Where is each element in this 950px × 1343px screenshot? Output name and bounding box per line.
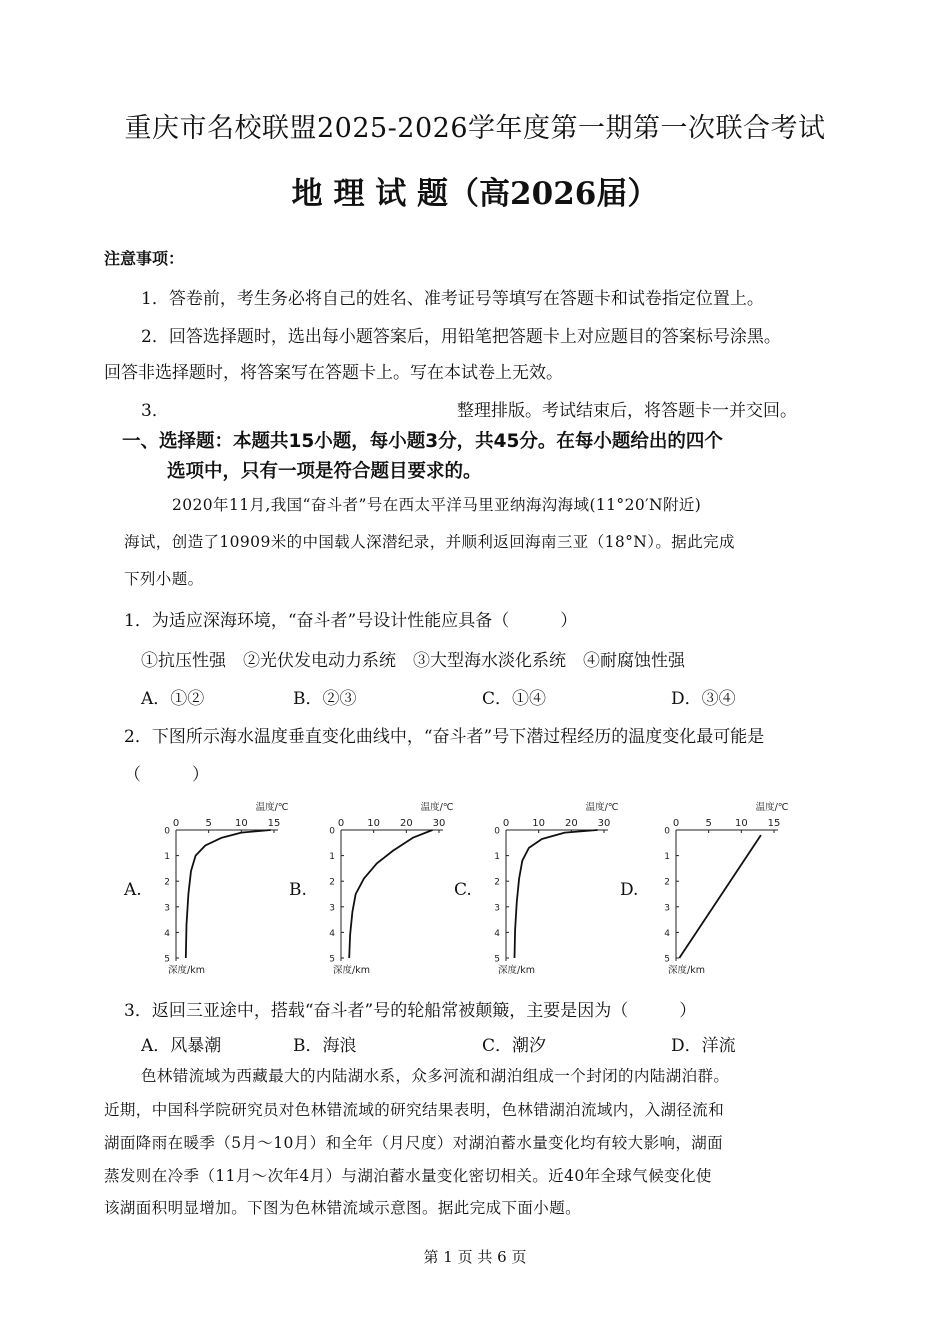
x-axis-label: 温度/℃ (255, 802, 289, 813)
y-tick-label: 4 (164, 928, 170, 939)
q2-option-c-letter: C. (454, 880, 472, 900)
exam-title: 重庆市名校联盟2025-2026学年度第一期第一次联合考试 (124, 113, 826, 144)
passage2-line5: 该湖面积明显增加。下图为色林错流域示意图。据此完成下面小题。 (104, 1199, 582, 1217)
q2-option-b-letter: B. (289, 880, 307, 900)
x-tick-label: 10 (734, 818, 748, 829)
y-tick-label: 1 (494, 852, 500, 863)
x-tick-label: 0 (502, 818, 510, 829)
q3-option-a: A．风暴潮 (141, 1036, 222, 1056)
temperature-chart-c (470, 795, 630, 985)
y-tick-label: 3 (164, 903, 170, 914)
y-tick-label: 3 (494, 903, 500, 914)
x-tick-label: 15 (267, 818, 281, 829)
y-tick-label: 5 (494, 954, 500, 965)
q1-stem: 1．为适应深海环境，“奋斗者”号设计性能应具备（ ） (124, 611, 578, 631)
temperature-curve (186, 830, 271, 958)
temperature-chart-b (305, 795, 465, 985)
x-tick-label: 5 (705, 818, 712, 829)
y-axis-label: 深度/km (668, 965, 705, 976)
y-tick-label: 5 (164, 954, 170, 965)
y-tick-label: 2 (329, 877, 335, 888)
x-axis-label: 温度/℃ (420, 802, 454, 813)
notice-item-2: 2．回答选择题时，选出每小题答案后，用铅笔把答题卡上对应题目的答案标号涂黑。 (141, 327, 781, 347)
x-tick-label: 20 (399, 818, 413, 829)
temperature-chart-a (140, 795, 300, 985)
q2-stem: 2．下图所示海水温度垂直变化曲线中，“奋斗者”号下潜过程经历的温度变化最可能是 (124, 727, 765, 747)
notice-item-3-num: 3． (141, 401, 169, 421)
notice-item-1: 1．答卷前，考生务必将自己的姓名、准考证号等填写在答题卡和试卷指定位置上。 (141, 289, 764, 309)
passage1-line1: 2020年11月,我国“奋斗者”号在西太平洋马里亚纳海沟海域(11°20′N附近) (172, 496, 702, 514)
x-tick-label: 30 (432, 818, 446, 829)
x-tick-label: 0 (337, 818, 345, 829)
x-tick-label: 10 (367, 818, 381, 829)
notice-heading: 注意事项： (104, 249, 185, 268)
section-heading: 一、选择题：本题共15小题，每小题3分，共45分。在每小题给出的四个 (122, 431, 723, 452)
y-axis-label: 深度/km (498, 965, 535, 976)
y-tick-label: 2 (164, 877, 170, 888)
q2-paren: （ ） (124, 765, 209, 785)
x-axis-label: 温度/℃ (585, 802, 619, 813)
x-tick-label: 10 (532, 818, 546, 829)
x-tick-label: 30 (597, 818, 611, 829)
y-tick-label: 0 (664, 826, 670, 837)
q2-option-d-letter: D. (620, 880, 639, 900)
x-tick-label: 10 (234, 818, 248, 829)
page-footer: 第 1 页 共 6 页 (423, 1248, 527, 1266)
q3-option-d: D．洋流 (671, 1036, 736, 1056)
x-tick-label: 15 (767, 818, 781, 829)
y-tick-label: 5 (664, 954, 670, 965)
y-tick-label: 0 (164, 826, 170, 837)
y-tick-label: 5 (329, 954, 335, 965)
y-tick-label: 2 (664, 877, 670, 888)
y-axis-label: 深度/km (333, 965, 370, 976)
passage2-line4: 蒸发则在冷季（11月～次年4月）与湖泊蓄水量变化密切相关。近40年全球气候变化使 (104, 1167, 712, 1185)
subject-title: 地 理 试 题（高2026届） (291, 176, 659, 212)
q1-option-b: B．②③ (293, 689, 357, 709)
q1-items: ①抗压性强 ②光伏发电动力系统 ③大型海水淡化系统 ④耐腐蚀性强 (141, 651, 685, 671)
q3-option-b: B．海浪 (293, 1036, 357, 1056)
q3-option-c: C．潮汐 (482, 1036, 547, 1056)
y-axis-label: 深度/km (168, 965, 205, 976)
temperature-curve (349, 830, 432, 958)
y-tick-label: 4 (664, 928, 670, 939)
y-tick-label: 2 (494, 877, 500, 888)
x-tick-label: 0 (172, 818, 180, 829)
y-tick-label: 3 (329, 903, 335, 914)
y-tick-label: 1 (164, 852, 170, 863)
y-tick-label: 1 (664, 852, 670, 863)
passage2-line1: 色林错流域为西藏最大的内陆湖水系，众多河流和湖泊组成一个封闭的内陆湖泊群。 (141, 1067, 730, 1085)
notice-item-3: 整理排版。考试结束后，将答题卡一并交回。 (457, 401, 797, 421)
x-tick-label: 20 (564, 818, 578, 829)
x-axis-label: 温度/℃ (755, 802, 789, 813)
temperature-chart-d (640, 795, 800, 985)
temperature-curve (515, 830, 598, 958)
y-tick-label: 0 (494, 826, 500, 837)
section-heading-cont: 选项中，只有一项是符合题目要求的。 (167, 461, 482, 482)
y-tick-label: 4 (494, 928, 500, 939)
passage2-line2: 近期，中国科学院研究员对色林错流域的研究结果表明，色林错湖泊流域内，入湖径流和 (104, 1101, 725, 1119)
x-tick-label: 5 (205, 818, 212, 829)
y-tick-label: 0 (329, 826, 335, 837)
q1-option-c: C．①④ (482, 689, 547, 709)
q1-option-d: D．③④ (671, 689, 736, 709)
passage2-line3: 湖面降雨在暖季（5月～10月）和全年（月尺度）对湖泊蓄水量变化均有较大影响，湖面 (104, 1134, 724, 1152)
y-tick-label: 3 (664, 903, 670, 914)
passage1-line3: 下列小题。 (124, 570, 204, 588)
y-tick-label: 1 (329, 852, 335, 863)
notice-item-2-cont: 回答非选择题时，将答案写在答题卡上。写在本试卷上无效。 (104, 363, 563, 383)
q3-stem: 3．返回三亚途中，搭载“奋斗者”号的轮船常被颠簸，主要是因为（ ） (124, 1001, 697, 1021)
passage1-line2: 海试，创造了10909米的中国载人深潜纪录，并顺利返回海南三亚（18°N）。据此完成 (124, 533, 735, 551)
y-tick-label: 4 (329, 928, 335, 939)
x-tick-label: 0 (672, 818, 680, 829)
q2-option-a-letter: A. (124, 880, 142, 900)
temperature-curve (679, 835, 761, 958)
q1-option-a: A．①② (141, 689, 205, 709)
